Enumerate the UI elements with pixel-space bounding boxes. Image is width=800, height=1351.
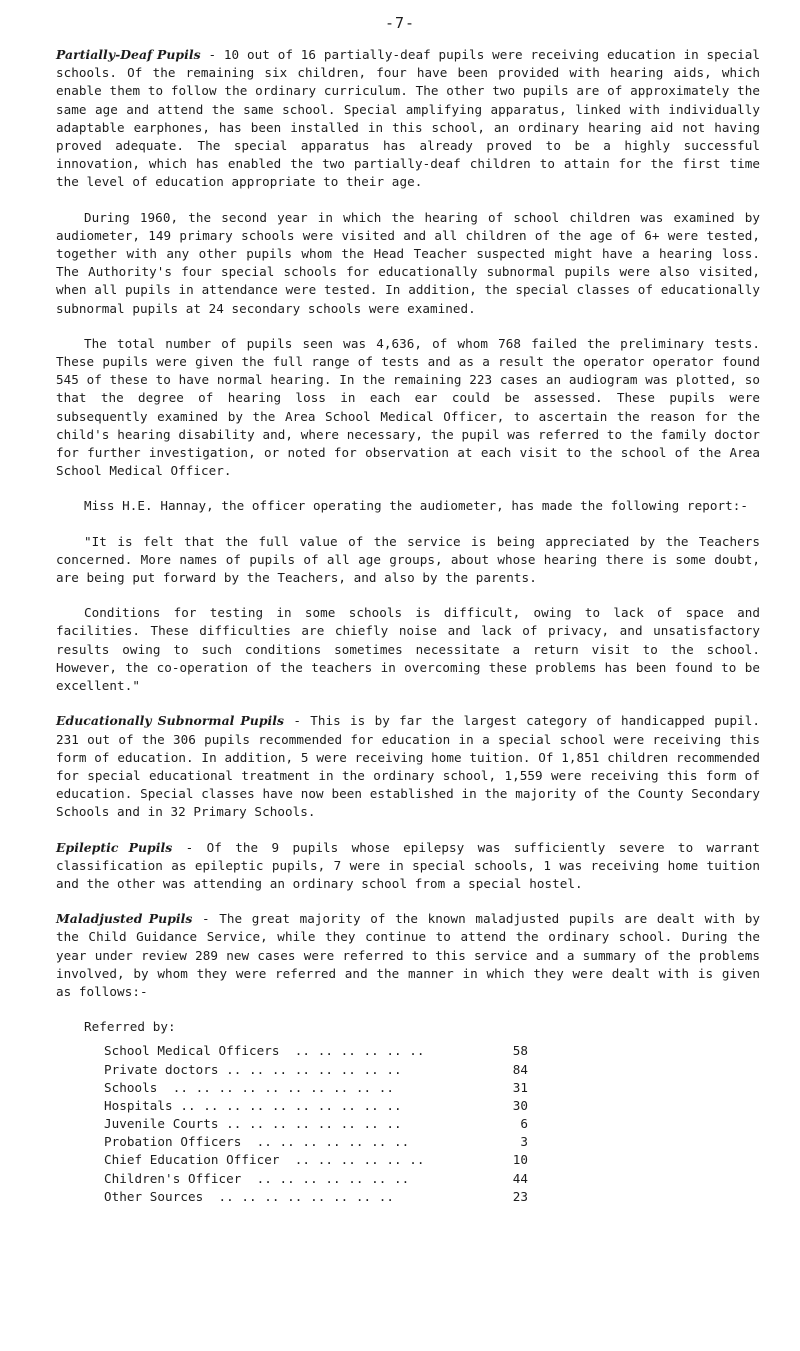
table-row: [104, 1133, 528, 1151]
referral-count: 30: [512, 1097, 528, 1113]
referral-count: 84: [512, 1061, 528, 1077]
paragraph-total-seen: The total number of pupils seen was 4,636, of whom 768 failed the preliminary tests. These pupils were given the full range of tests and as a result the operator operator found 545 of these to have normal hearing. In the remaining 223 cases an audiogram was plotted, so that the degree of hearing loss in each ear could be assessed. These pupils were subsequently examined by the Area School Medical Officer, to ascertain the reason for the child's hearing disability and, where necessary, the pupil was referred to the family doctor for further investigation, or noted for observation at each visit to the school of the Area School Medical Officer.: [56, 335, 760, 479]
table-row: [104, 1188, 528, 1206]
heading-epileptic: Epileptic Pupils: [56, 839, 173, 855]
referral-count: 10: [512, 1152, 528, 1168]
table-row: [104, 1079, 528, 1097]
table-row: [104, 1042, 528, 1060]
referral-source-label: Other Sources .. .. .. .. .. .. .. ..: [104, 1188, 395, 1204]
referral-count: 31: [512, 1079, 528, 1095]
referral-source-label: School Medical Officers .. .. .. .. .. ..: [104, 1043, 425, 1059]
heading-esn: Educationally Subnormal Pupils: [56, 713, 285, 729]
text-maladjusted: - The great majority of the known maladjusted pupils are dealt with by the Child Guidance Service, while they continue to attend the ordinary school. During the year under review 289 new cases were referred to this service and a summary of the problems involved, by whom they were referred and the manner in which they were dealt with is given as follows:-: [56, 911, 760, 999]
paragraph-audiometer-1960: During 1960, the second year in which the hearing of school children was examined by audiometer, 149 primary schools were visited and all children of the age of 6+ were tested, together with any other pupils whom the Head Teacher suspected might have a hearing loss. The Authority's four special schools for educationally subnormal pupils were also visited, when all pupils in attendance were tested. In addition, the special classes of educationally subnormal pupils at 24 secondary schools were examined.: [56, 209, 760, 316]
paragraph-partially-deaf: [56, 46, 760, 192]
referral-source-label: Chief Education Officer .. .. .. .. .. ..: [104, 1152, 425, 1168]
referral-source-label: Children's Officer .. .. .. .. .. .. ..: [104, 1170, 410, 1186]
document-body: [56, 46, 760, 1206]
referral-count: 23: [512, 1188, 528, 1204]
referral-count: 6: [520, 1116, 528, 1132]
referred-by-table: [104, 1042, 528, 1206]
paragraph-epileptic: [56, 839, 760, 894]
text-partially-deaf: - 10 out of 16 partially-deaf pupils were receiving education in special schools. Of the remaining six children, four have been provided with hearing aids, which enable them to follow the ordinary curriculum. The other two pupils are of approximately the same age and attend the same school. Special amplifying apparatus, linked with individually adaptable earphones, has been installed in this school, an ordinary hearing aid not having proved adequate. The special apparatus has already proved to be a highly successful innovation, which has enabled the two partially-deaf children to attain for the first time the level of education appropriate to their age.: [56, 47, 760, 190]
referred-by-heading: Referred by:: [84, 1019, 176, 1035]
referral-count: 44: [512, 1170, 528, 1186]
text-esn: - This is by far the largest category of handicapped pupil. 231 out of the 306 pupils recommended for education in a special school were receiving this form of education. In addition, 5 were receiving home tuition. Of 1,851 children recommended for special educational treatment in the ordinary school, 1,559 were receiving this form of education. Special classes have now been established in the majority of the County Secondary Schools and in 32 Primary Schools.: [56, 713, 760, 820]
table-row: [104, 1061, 528, 1079]
referral-source-label: Hospitals .. .. .. .. .. .. .. .. .. ..: [104, 1097, 402, 1113]
referred-by-section: [84, 1018, 760, 1206]
referral-source-label: Private doctors .. .. .. .. .. .. .. ..: [104, 1061, 402, 1077]
referral-count: 3: [520, 1134, 528, 1150]
heading-partially-deaf: Partially-Deaf Pupils: [56, 47, 201, 62]
paragraph-quote-1: "It is felt that the full value of the service is being appreciated by the Teachers concerned. More names of pupils of all age groups, about whose hearing there is some doubt, are being put forward by the Teachers, and also by the parents.: [56, 533, 760, 586]
referral-count: 58: [512, 1043, 528, 1059]
referral-source-label: Probation Officers .. .. .. .. .. .. ..: [104, 1134, 410, 1150]
referral-source-label: Juvenile Courts .. .. .. .. .. .. .. ..: [104, 1116, 402, 1132]
table-row: [104, 1151, 528, 1169]
paragraph-maladjusted: [56, 910, 760, 1001]
heading-maladjusted: Maladjusted Pupils: [56, 911, 193, 927]
paragraph-quote-2: Conditions for testing in some schools is difficult, owing to lack of space and facilities. These difficulties are chiefly noise and lack of privacy, and unsatisfactory results owing to such conditions sometimes necessitate a return visit to the school. However, the co-operation of the teachers in overcoming these problems has been found to be excellent.": [56, 605, 760, 694]
text-epileptic: - Of the 9 pupils whose epilepsy was sufficiently severe to warrant classification as epileptic pupils, 7 were in special schools, 1 was receiving home tuition and the other was attending an ordinary school from a special hostel.: [56, 839, 760, 891]
table-row: [104, 1170, 528, 1188]
referral-source-label: Schools .. .. .. .. .. .. .. .. .. ..: [104, 1079, 395, 1095]
paragraph-esn: [56, 712, 760, 821]
table-row: [104, 1097, 528, 1115]
paragraph-hannay-intro: Miss H.E. Hannay, the officer operating the audiometer, has made the following report:-: [84, 498, 748, 514]
table-row: [104, 1115, 528, 1133]
page-number: -7-: [384, 14, 416, 32]
